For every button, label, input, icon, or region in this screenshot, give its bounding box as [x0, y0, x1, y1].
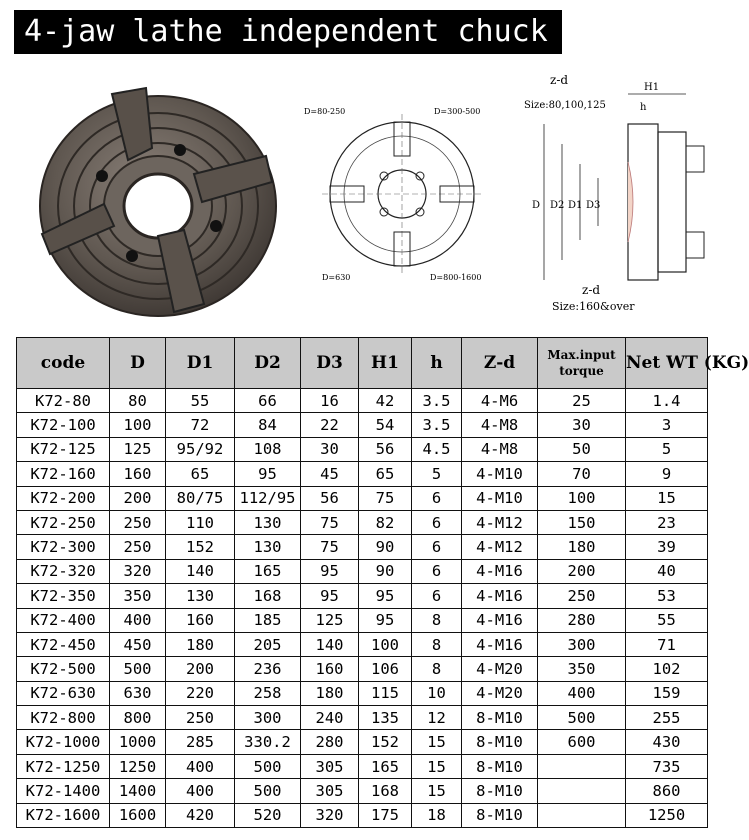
table-cell: K72-125: [17, 437, 110, 461]
table-cell: 55: [626, 608, 708, 632]
column-header: Net WT (KG): [626, 338, 708, 389]
table-cell: 40: [626, 559, 708, 583]
table-cell: 8-M10: [462, 730, 538, 754]
column-header: D1: [166, 338, 235, 389]
table-cell: 400: [166, 754, 235, 778]
table-cell: 258: [235, 681, 301, 705]
table-cell: 152: [166, 535, 235, 559]
table-cell: 430: [626, 730, 708, 754]
table-cell: 100: [110, 413, 166, 437]
table-cell: 4-M12: [462, 510, 538, 534]
table-cell: 6: [412, 510, 462, 534]
table-cell: 500: [235, 754, 301, 778]
table-cell: 95/92: [166, 437, 235, 461]
table-cell: 450: [110, 632, 166, 656]
table-cell: K72-160: [17, 462, 110, 486]
table-row: [17, 584, 708, 608]
table-cell: 320: [110, 559, 166, 583]
side-top-zd: z-d: [550, 73, 569, 87]
column-header: h: [412, 338, 462, 389]
table-cell: 4-M16: [462, 559, 538, 583]
table-cell: 280: [301, 730, 359, 754]
table-cell: 15: [412, 754, 462, 778]
table-cell: 8-M10: [462, 803, 538, 827]
table-cell: 3: [626, 413, 708, 437]
table-cell: 71: [626, 632, 708, 656]
table-cell: 350: [538, 657, 626, 681]
table-cell: 12: [412, 706, 462, 730]
table-cell: 320: [301, 803, 359, 827]
table-cell: K72-800: [17, 706, 110, 730]
table-cell: 1250: [110, 754, 166, 778]
table-cell: 135: [359, 706, 412, 730]
table-cell: 95: [301, 584, 359, 608]
table-cell: 400: [110, 608, 166, 632]
table-cell: 125: [301, 608, 359, 632]
table-cell: 4-M16: [462, 632, 538, 656]
table-cell: 3.5: [412, 413, 462, 437]
table-cell: 55: [166, 389, 235, 413]
table-cell: 1000: [110, 730, 166, 754]
table-row: [17, 681, 708, 705]
table-cell: 130: [235, 535, 301, 559]
table-cell: 5: [412, 462, 462, 486]
table-cell: K72-250: [17, 510, 110, 534]
table-cell: 250: [110, 510, 166, 534]
table-cell: 9: [626, 462, 708, 486]
table-cell: 220: [166, 681, 235, 705]
table-cell: 15: [412, 730, 462, 754]
spec-table: [16, 337, 749, 828]
table-cell: 30: [538, 413, 626, 437]
table-cell: 75: [301, 510, 359, 534]
side-h-label: h: [640, 102, 647, 113]
table-cell: 95: [301, 559, 359, 583]
table-cell: 130: [166, 584, 235, 608]
table-cell: 108: [235, 437, 301, 461]
table-cell: 8: [412, 657, 462, 681]
table-cell: [538, 754, 626, 778]
column-header: D: [110, 338, 166, 389]
table-row: [17, 754, 708, 778]
table-cell: 630: [110, 681, 166, 705]
table-cell: 1400: [110, 779, 166, 803]
table-cell: 285: [166, 730, 235, 754]
table-cell: 4-M8: [462, 413, 538, 437]
table-cell: 112/95: [235, 486, 301, 510]
table-cell: [538, 779, 626, 803]
table-cell: 180: [166, 632, 235, 656]
table-cell: 56: [301, 486, 359, 510]
table-cell: 236: [235, 657, 301, 681]
table-cell: 520: [235, 803, 301, 827]
table-cell: 80/75: [166, 486, 235, 510]
table-cell: 54: [359, 413, 412, 437]
table-cell: 400: [538, 681, 626, 705]
table-row: [17, 559, 708, 583]
table-cell: 102: [626, 657, 708, 681]
table-cell: 84: [235, 413, 301, 437]
table-cell: 255: [626, 706, 708, 730]
table-cell: 160: [110, 462, 166, 486]
table-row: [17, 657, 708, 681]
table-cell: 6: [412, 535, 462, 559]
side-h1-label: H1: [644, 82, 660, 93]
table-cell: K72-80: [17, 389, 110, 413]
table-cell: 280: [538, 608, 626, 632]
table-cell: 4-M10: [462, 486, 538, 510]
table-cell: 205: [235, 632, 301, 656]
table-cell: 500: [538, 706, 626, 730]
table-cell: 165: [235, 559, 301, 583]
table-row: [17, 486, 708, 510]
table-cell: 4-M20: [462, 657, 538, 681]
front-label-1: D=80-250: [304, 107, 346, 116]
chuck-photo: [34, 84, 282, 322]
table-cell: 90: [359, 535, 412, 559]
table-row: [17, 608, 708, 632]
table-cell: 110: [166, 510, 235, 534]
table-cell: 330.2: [235, 730, 301, 754]
table-cell: 305: [301, 779, 359, 803]
table-cell: 500: [235, 779, 301, 803]
table-cell: 168: [359, 779, 412, 803]
side-dim-d3: D3: [586, 200, 601, 211]
table-cell: 10: [412, 681, 462, 705]
table-row: [17, 413, 708, 437]
table-cell: 4-M16: [462, 584, 538, 608]
table-cell: 4-M20: [462, 681, 538, 705]
side-view-drawing: [516, 62, 712, 324]
table-cell: 72: [166, 413, 235, 437]
table-cell: 200: [110, 486, 166, 510]
table-cell: 180: [538, 535, 626, 559]
table-cell: K72-500: [17, 657, 110, 681]
table-cell: K72-350: [17, 584, 110, 608]
table-cell: 125: [110, 437, 166, 461]
table-row: [17, 706, 708, 730]
table-cell: 23: [626, 510, 708, 534]
table-cell: 600: [538, 730, 626, 754]
table-cell: 1.4: [626, 389, 708, 413]
table-row: [17, 632, 708, 656]
table-cell: 15: [626, 486, 708, 510]
table-cell: 15: [412, 779, 462, 803]
table-cell: 350: [110, 584, 166, 608]
table-cell: 8-M10: [462, 754, 538, 778]
table-cell: K72-450: [17, 632, 110, 656]
column-header: code: [17, 338, 110, 389]
table-row: [17, 779, 708, 803]
table-cell: K72-320: [17, 559, 110, 583]
table-cell: 8-M10: [462, 779, 538, 803]
table-cell: 5: [626, 437, 708, 461]
table-cell: K72-1250: [17, 754, 110, 778]
table-cell: 160: [166, 608, 235, 632]
table-cell: K72-1000: [17, 730, 110, 754]
table-cell: 75: [359, 486, 412, 510]
table-cell: 165: [359, 754, 412, 778]
table-cell: K72-1600: [17, 803, 110, 827]
table-cell: 152: [359, 730, 412, 754]
table-cell: 1600: [110, 803, 166, 827]
table-cell: 39: [626, 535, 708, 559]
column-header: D2: [235, 338, 301, 389]
table-row: [17, 730, 708, 754]
table-cell: K72-100: [17, 413, 110, 437]
table-header-row: [17, 338, 708, 389]
table-row: [17, 437, 708, 461]
table-cell: 130: [235, 510, 301, 534]
table-cell: 66: [235, 389, 301, 413]
page-title: 4-jaw lathe independent chuck: [14, 10, 562, 54]
table-cell: 75: [301, 535, 359, 559]
table-cell: 250: [110, 535, 166, 559]
table-cell: 65: [359, 462, 412, 486]
table-cell: [538, 803, 626, 827]
table-row: [17, 803, 708, 827]
table-cell: 8: [412, 632, 462, 656]
side-bottom-size: Size:160&over: [552, 300, 635, 313]
table-cell: 185: [235, 608, 301, 632]
table-cell: 150: [538, 510, 626, 534]
table-cell: 30: [301, 437, 359, 461]
table-cell: 6: [412, 486, 462, 510]
table-cell: 305: [301, 754, 359, 778]
table-cell: 500: [110, 657, 166, 681]
table-cell: 400: [166, 779, 235, 803]
side-dim-d2: D2: [550, 200, 565, 211]
table-cell: 200: [166, 657, 235, 681]
table-cell: 3.5: [412, 389, 462, 413]
table-cell: 95: [359, 608, 412, 632]
table-cell: 160: [301, 657, 359, 681]
table-cell: 4-M12: [462, 535, 538, 559]
table-cell: K72-1400: [17, 779, 110, 803]
table-cell: 115: [359, 681, 412, 705]
side-dim-d: D: [532, 200, 541, 211]
table-cell: K72-400: [17, 608, 110, 632]
table-cell: 53: [626, 584, 708, 608]
table-cell: 82: [359, 510, 412, 534]
table-cell: 56: [359, 437, 412, 461]
side-top-size: Size:80,100,125: [524, 100, 606, 111]
table-cell: 6: [412, 559, 462, 583]
table-cell: 200: [538, 559, 626, 583]
table-cell: 8: [412, 608, 462, 632]
table-cell: 4.5: [412, 437, 462, 461]
table-cell: 250: [538, 584, 626, 608]
table-cell: 70: [538, 462, 626, 486]
front-view-drawing: [302, 102, 502, 282]
table-cell: 250: [166, 706, 235, 730]
table-row: [17, 535, 708, 559]
column-header: H1: [359, 338, 412, 389]
table-cell: 65: [166, 462, 235, 486]
table-cell: 800: [110, 706, 166, 730]
table-cell: 42: [359, 389, 412, 413]
table-cell: 16: [301, 389, 359, 413]
table-cell: 168: [235, 584, 301, 608]
column-header: Max.input torque: [538, 338, 626, 389]
side-bottom-zd: z-d: [582, 283, 601, 297]
table-cell: 1250: [626, 803, 708, 827]
front-label-4: D=800-1600: [430, 273, 482, 282]
table-cell: 50: [538, 437, 626, 461]
table-cell: K72-200: [17, 486, 110, 510]
table-cell: 240: [301, 706, 359, 730]
table-cell: 95: [359, 584, 412, 608]
table-cell: 22: [301, 413, 359, 437]
table-cell: 4-M8: [462, 437, 538, 461]
table-cell: 4-M10: [462, 462, 538, 486]
table-cell: 45: [301, 462, 359, 486]
front-label-2: D=300-500: [434, 107, 481, 116]
table-cell: 6: [412, 584, 462, 608]
table-row: [17, 389, 708, 413]
table-row: [17, 462, 708, 486]
table-cell: 100: [538, 486, 626, 510]
table-cell: 80: [110, 389, 166, 413]
table-cell: 140: [166, 559, 235, 583]
table-cell: 300: [538, 632, 626, 656]
table-row: [17, 510, 708, 534]
table-cell: 140: [301, 632, 359, 656]
table-cell: 4-M16: [462, 608, 538, 632]
table-cell: 300: [235, 706, 301, 730]
table-cell: 159: [626, 681, 708, 705]
table-cell: 25: [538, 389, 626, 413]
table-cell: 90: [359, 559, 412, 583]
column-header: Z-d: [462, 338, 538, 389]
table-cell: 106: [359, 657, 412, 681]
column-header: D3: [301, 338, 359, 389]
table-cell: K72-300: [17, 535, 110, 559]
table-cell: 4-M6: [462, 389, 538, 413]
table-cell: 95: [235, 462, 301, 486]
table-cell: 420: [166, 803, 235, 827]
table-cell: 175: [359, 803, 412, 827]
table-cell: 8-M10: [462, 706, 538, 730]
table-cell: K72-630: [17, 681, 110, 705]
side-dim-d1: D1: [568, 200, 583, 211]
table-cell: 180: [301, 681, 359, 705]
front-label-3: D=630: [322, 273, 351, 282]
table-cell: 18: [412, 803, 462, 827]
table-cell: 735: [626, 754, 708, 778]
table-cell: 860: [626, 779, 708, 803]
table-cell: 100: [359, 632, 412, 656]
